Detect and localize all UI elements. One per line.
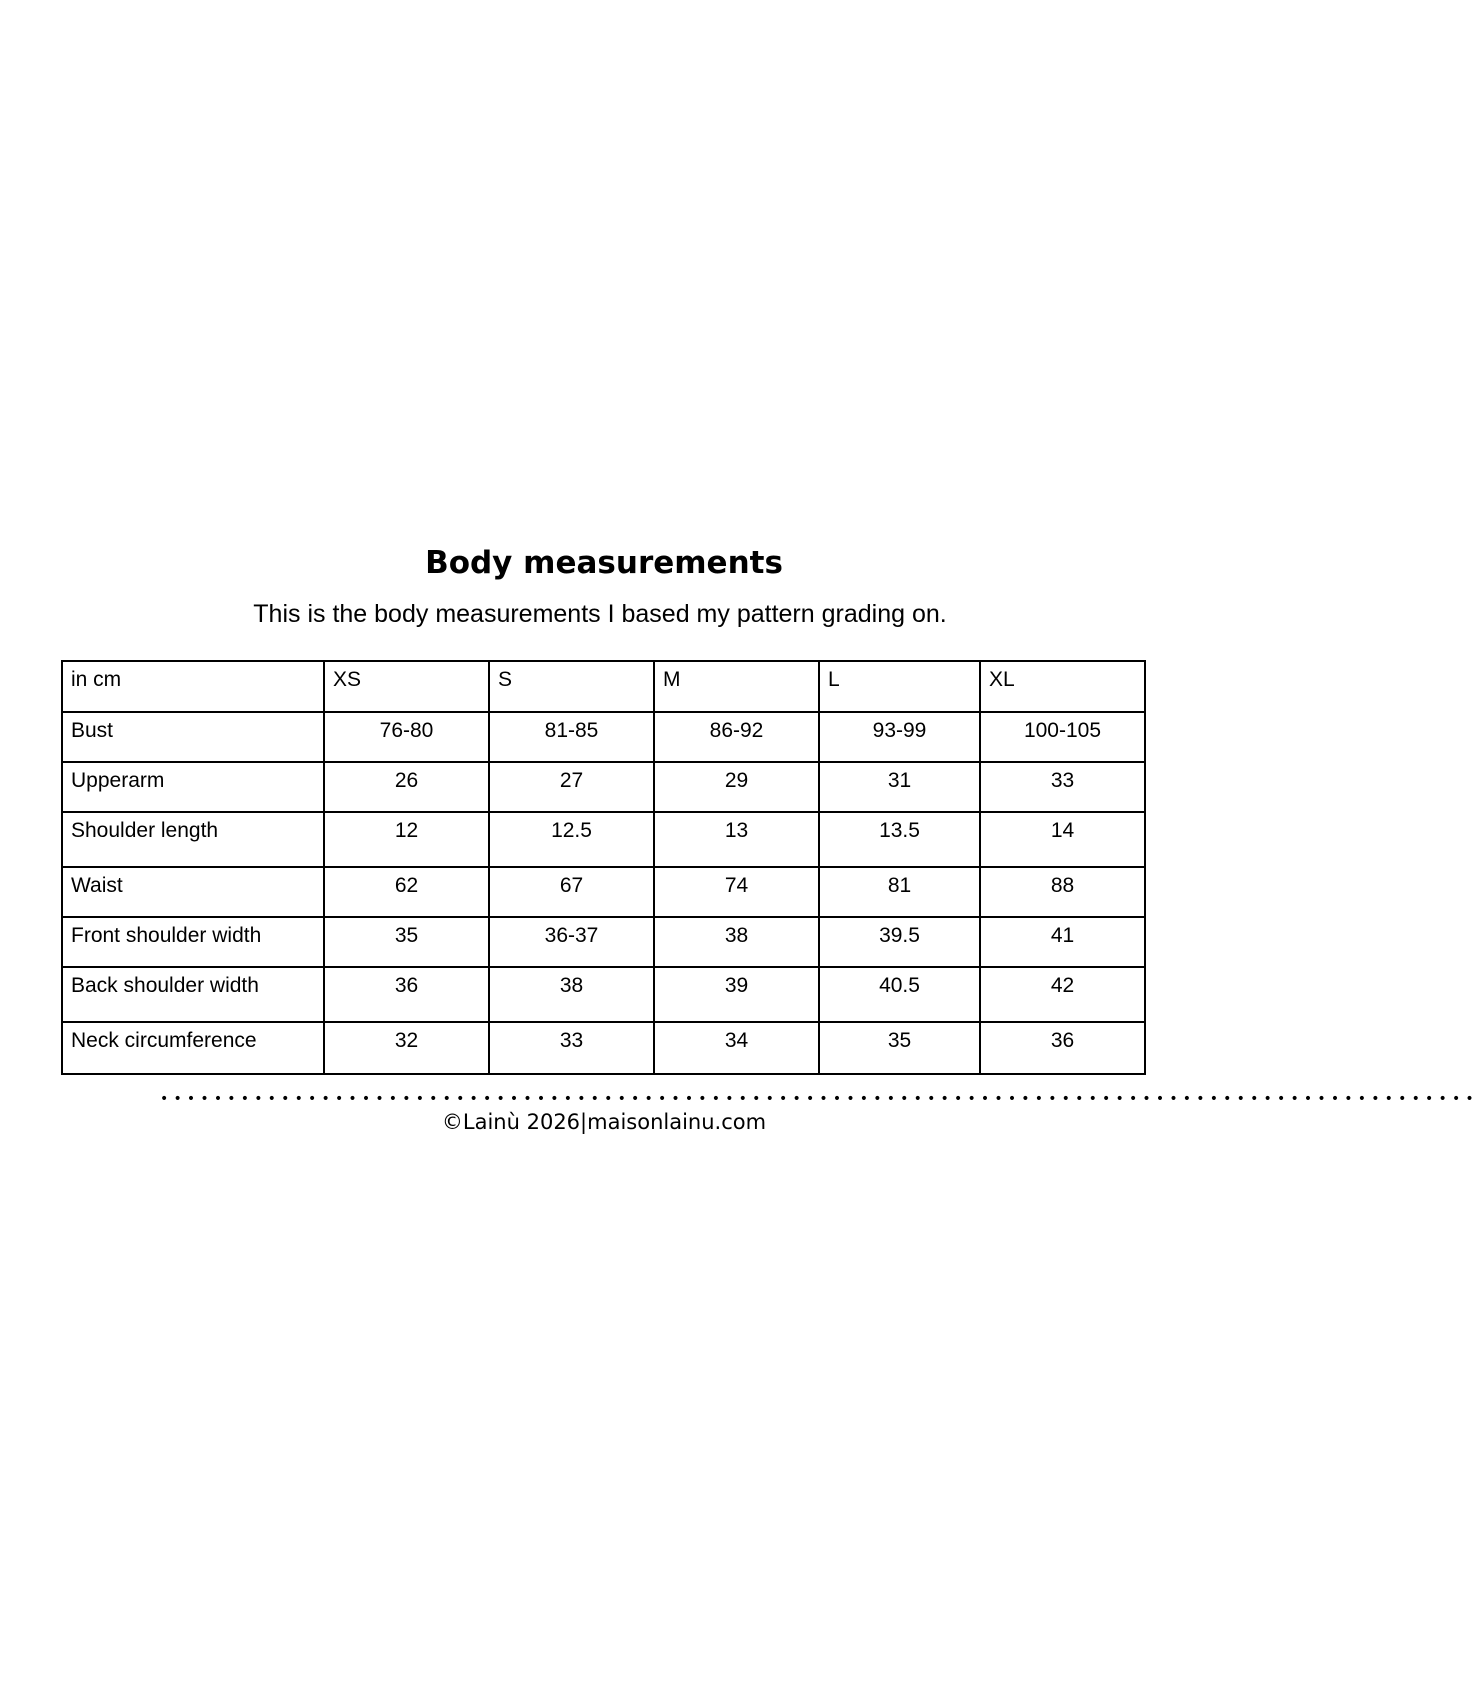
table-cell: 13 <box>654 812 819 867</box>
size-header-xl: XL <box>980 661 1145 712</box>
table-row <box>62 812 1145 867</box>
table-row <box>62 1022 1145 1074</box>
page-subtitle: This is the body measurements I based my pattern grading on. <box>253 600 947 628</box>
table-cell: 35 <box>324 917 489 967</box>
table-cell: 62 <box>324 867 489 917</box>
table-row <box>62 762 1145 812</box>
table-cell: 38 <box>489 967 654 1022</box>
table-cell: 93-99 <box>819 712 980 762</box>
table-cell: 39 <box>654 967 819 1022</box>
table-cell: 26 <box>324 762 489 812</box>
table-cell: 13.5 <box>819 812 980 867</box>
table-cell: 81 <box>819 867 980 917</box>
row-label: Bust <box>62 712 324 762</box>
table-cell: 33 <box>980 762 1145 812</box>
table-row <box>62 712 1145 762</box>
row-label: Shoulder length <box>62 812 324 867</box>
table-cell: 38 <box>654 917 819 967</box>
size-header-s: S <box>489 661 654 712</box>
table-cell: 36 <box>324 967 489 1022</box>
row-label: Upperarm <box>62 762 324 812</box>
measurements-table <box>61 660 1146 1075</box>
table-cell: 40.5 <box>819 967 980 1022</box>
table-cell: 31 <box>819 762 980 812</box>
table-cell: 32 <box>324 1022 489 1074</box>
table-cell: 81-85 <box>489 712 654 762</box>
table-cell: 36 <box>980 1022 1145 1074</box>
size-header-xs: XS <box>324 661 489 712</box>
table-cell: 14 <box>980 812 1145 867</box>
row-label: Waist <box>62 867 324 917</box>
table-cell: 42 <box>980 967 1145 1022</box>
table-cell: 88 <box>980 867 1145 917</box>
table-cell: 36-37 <box>489 917 654 967</box>
table-row <box>62 917 1145 967</box>
row-label: Front shoulder width <box>62 917 324 967</box>
table-row <box>62 867 1145 917</box>
table-cell: 100-105 <box>980 712 1145 762</box>
unit-label: in cm <box>62 661 324 712</box>
table-cell: 35 <box>819 1022 980 1074</box>
table-cell: 86-92 <box>654 712 819 762</box>
table-cell: 41 <box>980 917 1145 967</box>
table-cell: 39.5 <box>819 917 980 967</box>
table-cell: 12.5 <box>489 812 654 867</box>
size-header-m: M <box>654 661 819 712</box>
table-cell: 67 <box>489 867 654 917</box>
table-cell: 27 <box>489 762 654 812</box>
table-cell: 29 <box>654 762 819 812</box>
row-label: Neck circumference <box>62 1022 324 1074</box>
size-header-l: L <box>819 661 980 712</box>
table-cell: 34 <box>654 1022 819 1074</box>
table-header-row <box>62 661 1145 712</box>
row-label: Back shoulder width <box>62 967 324 1022</box>
copyright-footer: ©Lainù 2026|maisonlainu.com <box>441 1110 767 1134</box>
table-cell: 76-80 <box>324 712 489 762</box>
page-title: Body measurements <box>425 545 783 581</box>
table-cell: 12 <box>324 812 489 867</box>
table-cell: 74 <box>654 867 819 917</box>
dotted-divider: •••••••••••••••••••••••••••••••••••••••••••••••••••••••••••••••••••••••••••••••••••••••••••••••••• <box>160 1091 1479 1107</box>
table-row <box>62 967 1145 1022</box>
table-cell: 33 <box>489 1022 654 1074</box>
